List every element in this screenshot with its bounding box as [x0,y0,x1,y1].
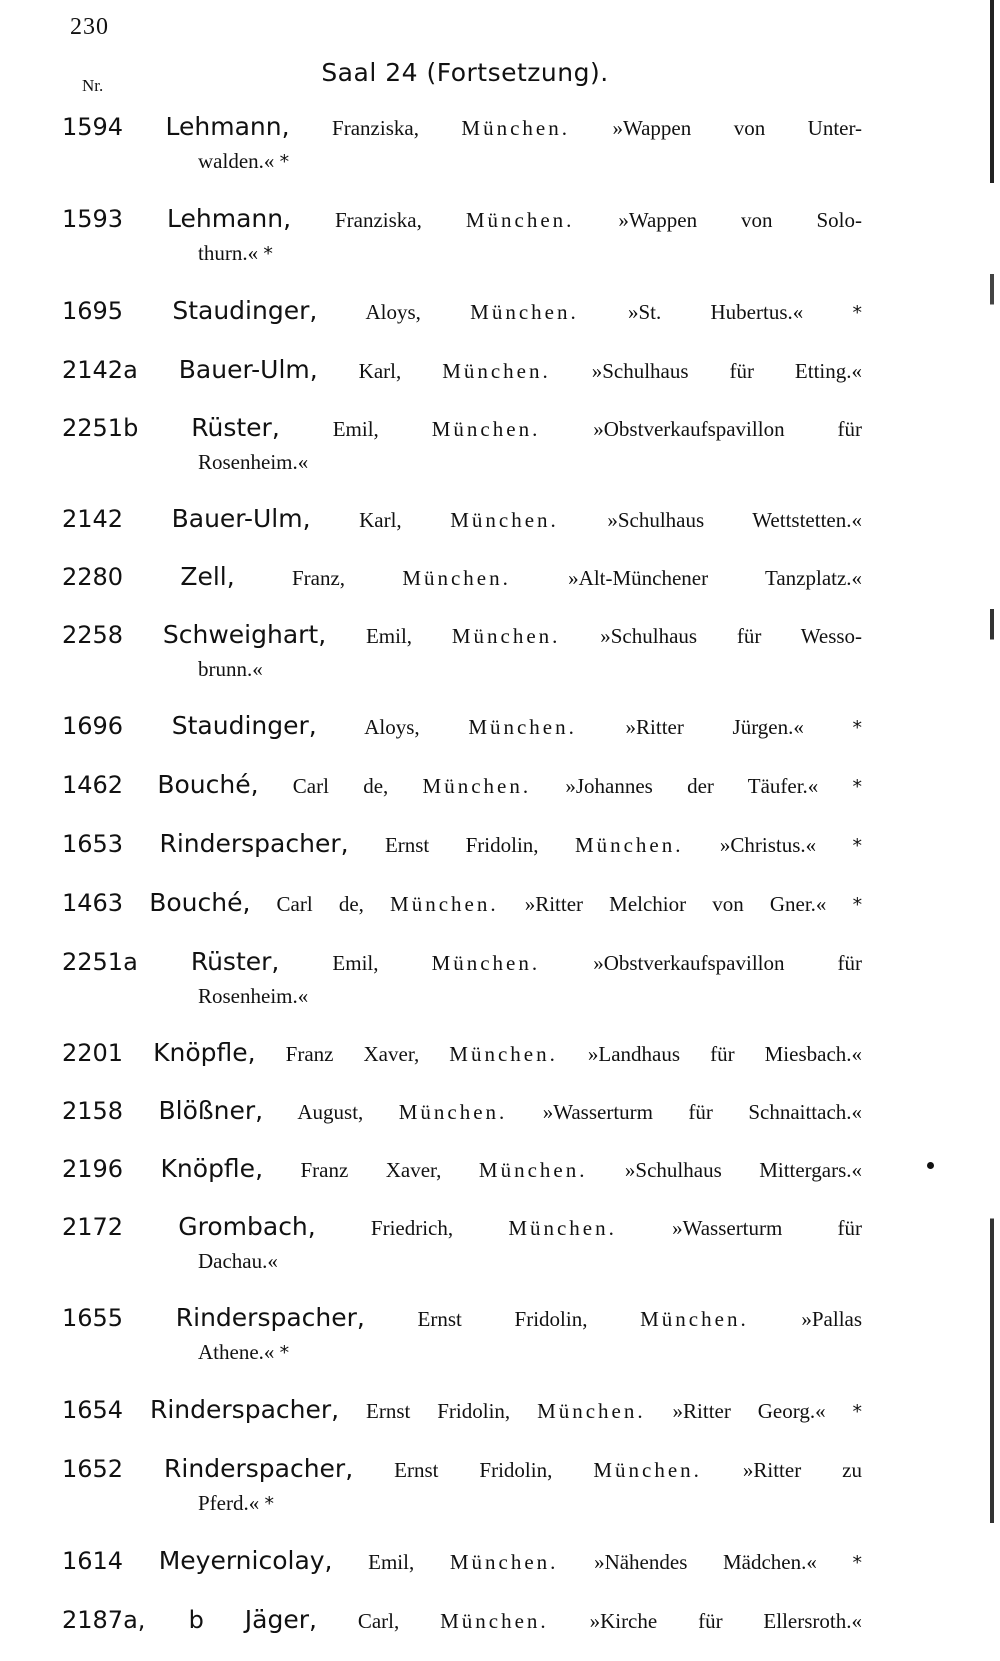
catalog-entry [62,709,862,745]
artist-surname: Rüster, [191,413,280,442]
work-title: »Pallas [801,1307,863,1331]
artist-given-name: Emil, [368,1550,415,1574]
artist-city: München. [461,116,570,140]
work-title: »Ritter zu [742,1458,862,1482]
work-title: »Wasserturm für [672,1216,862,1240]
work-title: »Ritter Georg.« [672,1399,826,1423]
star-marker: * [852,302,863,324]
artist-surname: Lehmann, [167,204,292,233]
catalog-entry [62,353,862,388]
entry-continuation [62,446,862,479]
star-marker: * [263,243,273,265]
star-marker: * [852,894,863,916]
entry-line [62,1393,862,1429]
artist-city: München. [593,1458,702,1482]
artist-surname: Rinderspacher, [149,1395,340,1424]
entry-number: 2251a [62,948,138,976]
artist-city: München. [440,1609,549,1633]
star-marker: * [264,1493,274,1515]
artist-surname: Bauer-Ulm, [171,504,311,533]
artist-given-name: Emil, [332,951,379,975]
ink-spot [927,1162,934,1169]
work-title-continued: Athene.« [198,1340,275,1364]
work-title: »Schulhaus für Etting.« [591,359,863,383]
catalog-entry [62,202,862,271]
catalog-entry [62,768,862,804]
catalog-entry [62,1452,862,1521]
catalog-entry [62,502,862,537]
star-marker: * [279,151,290,173]
entry-line [62,1301,862,1336]
artist-surname: Meyernicolay, [158,1546,333,1575]
catalog-entry [62,1393,862,1429]
artist-surname: Bauer-Ulm, [178,355,318,384]
artist-city: München. [398,1100,508,1124]
catalog-entry [62,411,862,479]
page-number: 230 [70,14,109,40]
entry-number: 2201 [62,1039,124,1067]
entry-line [62,411,862,446]
work-title-continued: Dachau.« [198,1249,278,1273]
artist-given-name: Ernst Fridolin, [394,1458,553,1482]
catalog-entry [62,1210,862,1278]
artist-given-name: Carl de, [292,774,389,798]
work-title-continued: Rosenheim.« [198,450,309,474]
artist-surname: Bouché, [157,770,259,799]
entry-number: 1652 [62,1455,124,1483]
entry-number: 2251b [62,414,139,442]
entry-line [62,1452,862,1487]
entry-line [62,353,862,388]
artist-given-name: Ernst Fridolin, [384,833,539,857]
artist-city: München. [465,208,575,232]
entry-number: 2196 [62,1155,124,1183]
work-title-continued: thurn.« [198,241,259,265]
catalog-entry [62,1036,862,1071]
catalog-entry [62,886,862,922]
artist-surname: Staudinger, [172,296,318,325]
artist-given-name: Emil, [332,417,379,441]
entry-number: 2158 [62,1097,124,1125]
artist-surname: Rinderspacher, [159,829,349,858]
catalog-list [62,110,862,1661]
work-title: »Schulhaus Wettstetten.« [607,508,862,532]
entry-line [62,502,862,537]
work-title-continued: Rosenheim.« [198,984,309,1008]
work-title-continued: brunn.« [198,657,263,681]
star-marker: * [279,1342,290,1364]
artist-city: München. [537,1399,646,1423]
artist-city: München. [431,417,541,441]
entry-continuation [62,237,862,271]
catalog-entry [62,1152,862,1187]
entry-line [62,202,862,237]
work-title-continued: walden.« [198,149,275,173]
entry-line [62,945,862,980]
artist-given-name: Aloys, [365,300,421,324]
catalog-entry [62,827,862,863]
catalog-entry [62,1094,862,1129]
artist-city: München. [450,508,559,532]
work-title: »Schulhaus Mittergars.« [624,1158,863,1182]
work-title: »Wappen von Solo- [618,208,863,232]
artist-surname: Rüster, [190,947,280,976]
catalog-entry [62,560,862,595]
entry-number: 1462 [62,771,124,799]
entry-line [62,618,862,653]
catalog-entry [62,945,862,1013]
work-title: »Wasserturm für Schnaittach.« [542,1100,863,1124]
work-title: »St. Hubertus.« [627,300,804,324]
entry-line [62,1603,862,1638]
entry-line [62,110,862,145]
artist-given-name: Franziska, [334,208,422,232]
artist-given-name: August, [297,1100,364,1124]
entry-continuation [62,145,862,179]
artist-city: München. [449,1550,559,1574]
catalog-entry [62,294,862,330]
artist-city: München. [468,715,577,739]
catalog-entry [62,1544,862,1580]
artist-surname: Blößner, [158,1096,264,1125]
catalog-entry [62,618,862,686]
artist-city: München. [640,1307,749,1331]
work-title: »Johannes der Täufer.« [565,774,819,798]
work-title: »Christus.« [719,833,817,857]
entry-number: 2172 [62,1213,124,1241]
artist-city: München. [470,300,579,324]
work-title: »Nähendes Mädchen.« [594,1550,817,1574]
entry-continuation [62,980,862,1013]
work-title: »Kirche für Ellersroth.« [589,1609,862,1633]
work-title-continued: Pferd.« [198,1491,260,1515]
entry-number: 1614 [62,1547,124,1575]
entry-line [62,709,862,745]
star-marker: * [852,1552,862,1574]
nr-column-label: Nr. [82,76,104,95]
entry-line [62,1210,862,1245]
entry-number: 2142 [62,505,124,533]
artist-surname: Knöpfle, [160,1154,264,1183]
artist-surname: Zell, [180,562,235,591]
work-title: »Landhaus für Miesbach.« [587,1042,863,1066]
entry-line [62,827,862,863]
artist-surname: Rinderspacher, [164,1454,354,1483]
artist-surname: Lehmann, [165,112,290,141]
catalog-entry [62,1603,862,1638]
star-marker: * [852,835,863,857]
entry-number: 2280 [62,563,124,591]
page-edge-shadow [990,0,994,1523]
artist-city: München. [422,774,532,798]
artist-city: München. [478,1158,588,1182]
entry-number: 1463 [62,889,124,917]
entry-number: 1695 [62,297,124,325]
entry-line [62,1036,862,1071]
entry-continuation [62,1336,862,1370]
artist-city: München. [451,624,561,648]
star-marker: * [852,717,863,739]
section-heading: Saal 24 (Fortsetzung). [321,58,609,87]
artist-city: München. [390,892,499,916]
artist-given-name: Friedrich, [370,1216,454,1240]
catalog-entry [62,110,862,179]
artist-given-name: Ernst Fridolin, [366,1399,511,1423]
artist-surname: Knöpfle, [153,1038,256,1067]
artist-surname: Staudinger, [171,711,317,740]
artist-given-name: Carl, [357,1609,400,1633]
work-title: »Ritter Jürgen.« [625,715,804,739]
artist-city: München. [449,1042,558,1066]
artist-city: München. [508,1216,617,1240]
artist-given-name: Ernst Fridolin, [417,1307,588,1331]
entry-number: 1653 [62,830,124,858]
entry-continuation [62,1487,862,1521]
entry-line [62,768,862,804]
entry-number: 1655 [62,1304,124,1332]
artist-city: München. [402,566,511,590]
entry-line [62,560,862,595]
artist-given-name: Franz, [291,566,346,590]
entry-line [62,1152,862,1187]
artist-surname: Bouché, [149,888,251,917]
work-title: »Schulhaus für Wesso- [600,624,863,648]
work-title: »Obstverkaufspavillon für [593,417,862,441]
entry-number: 1593 [62,205,124,233]
entry-continuation [62,1245,862,1278]
work-title: »Ritter Melchior von Gner.« [524,892,827,916]
artist-given-name: Franz Xaver, [285,1042,420,1066]
artist-given-name: Karl, [359,508,402,532]
entry-line [62,886,862,922]
entry-continuation [62,653,862,686]
entry-number: 2142a [62,356,138,384]
artist-given-name: Carl de, [276,892,364,916]
entry-number: 2187a, b [62,1606,204,1634]
entry-number: 1696 [62,712,124,740]
artist-given-name: Karl, [358,359,402,383]
catalog-entry [62,1301,862,1370]
artist-city: München. [431,951,541,975]
work-title: »Wappen von Unter- [612,116,863,140]
artist-given-name: Aloys, [364,715,420,739]
work-title: »Obstverkaufspavillon für [593,951,863,975]
star-marker: * [852,776,863,798]
artist-given-name: Emil, [365,624,413,648]
artist-surname: Rinderspacher, [175,1303,365,1332]
entry-number: 1654 [62,1396,124,1424]
artist-given-name: Franz Xaver, [300,1158,442,1182]
entry-line [62,294,862,330]
star-marker: * [852,1401,863,1423]
artist-city: München. [442,359,551,383]
artist-surname: Grombach, [178,1212,316,1241]
entry-line [62,1094,862,1129]
artist-surname: Jäger, [244,1605,317,1634]
artist-given-name: Franziska, [332,116,419,140]
entry-number: 1594 [62,113,124,141]
work-title: »Alt-Münchener Tanzplatz.« [568,566,863,590]
entry-number: 2258 [62,621,124,649]
artist-surname: Schweighart, [162,620,327,649]
artist-city: München. [574,833,684,857]
entry-line [62,1544,862,1580]
